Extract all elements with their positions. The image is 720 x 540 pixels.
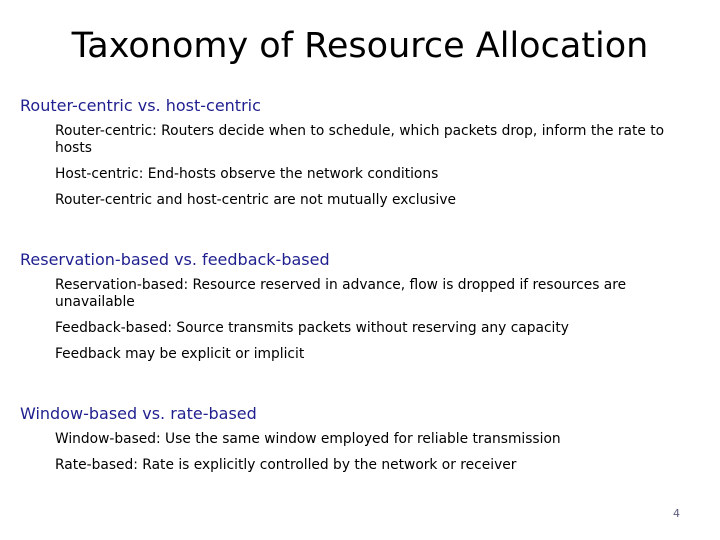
section-heading: Router-centric vs. host-centric xyxy=(20,96,261,115)
bullet-item: Reservation-based: Resource reserved in advance, flow is dropped if resources are unavailable xyxy=(55,277,627,310)
bullet-item: Host-centric: End-hosts observe the network conditions xyxy=(55,166,439,182)
slide-title: Taxonomy of Resource Allocation xyxy=(71,26,649,66)
bullet-item: Router-centric: Routers decide when to schedule, which packets drop, inform the rate to hosts xyxy=(55,123,665,156)
section-window-vs-rate xyxy=(20,404,700,483)
section-router-vs-host xyxy=(20,96,700,218)
bullet-item: Feedback-based: Source transmits packets without reserving any capacity xyxy=(55,320,569,336)
bullet-item: Router-centric and host-centric are not mutually exclusive xyxy=(55,192,457,208)
section-heading: Window-based vs. rate-based xyxy=(20,404,257,423)
section-reservation-vs-feedback xyxy=(20,250,700,372)
bullet-item: Feedback may be explicit or implicit xyxy=(55,346,305,362)
page-number: 4 xyxy=(673,507,680,520)
bullet-item: Rate-based: Rate is explicitly controlled by the network or receiver xyxy=(55,457,517,473)
section-heading: Reservation-based vs. feedback-based xyxy=(20,250,330,269)
bullet-item: Window-based: Use the same window employed for reliable transmission xyxy=(55,431,561,447)
